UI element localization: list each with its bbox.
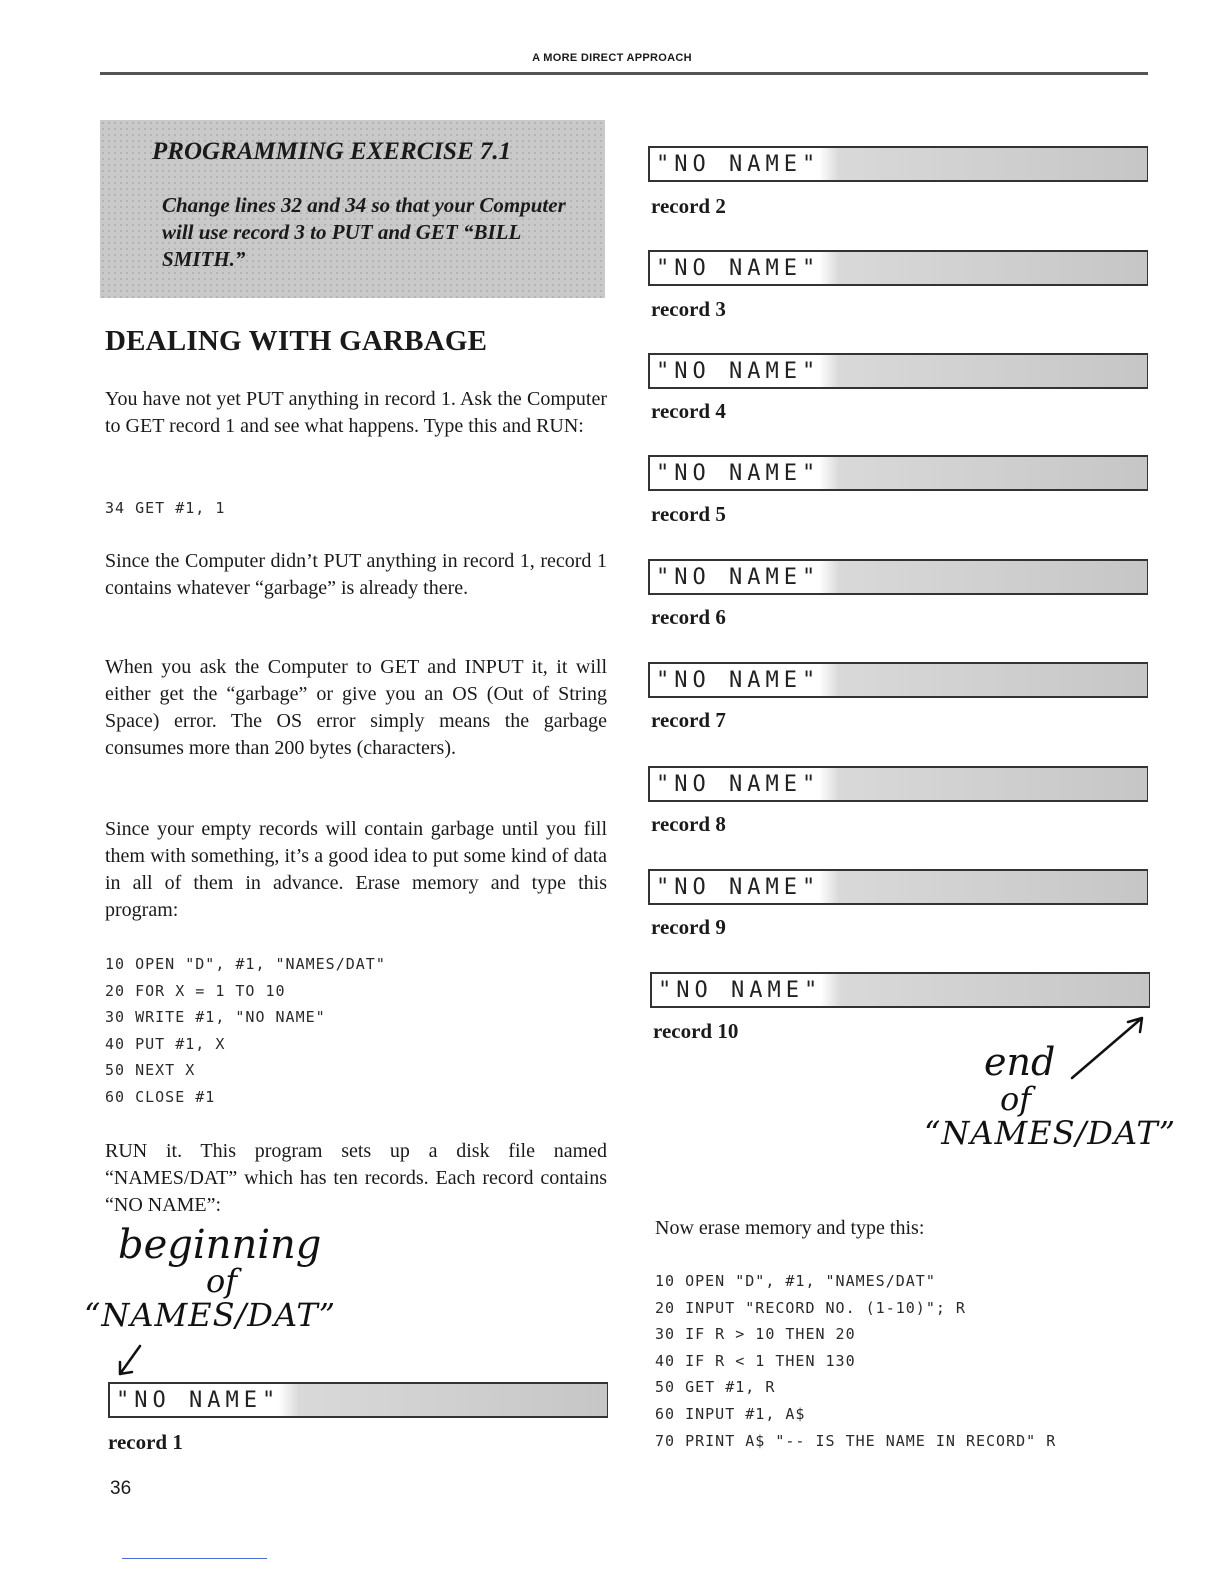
record-content: "NO NAME" xyxy=(656,668,821,693)
code-line: 30 WRITE #1, "NO NAME" xyxy=(105,1008,326,1026)
code-line: 20 INPUT "RECORD NO. (1-10)"; R xyxy=(655,1299,966,1317)
record-label-1: record 1 xyxy=(108,1430,183,1454)
page-number: 36 xyxy=(110,1478,132,1499)
record-content: "NO NAME" xyxy=(658,978,823,1003)
record-box-9 xyxy=(648,869,1148,905)
exercise-title: PROGRAMMING EXERCISE 7.1 xyxy=(152,138,512,165)
record-label-4: record 4 xyxy=(651,399,726,423)
code-line: 40 PUT #1, X xyxy=(105,1035,226,1053)
section-heading: DEALING WITH GARBAGE xyxy=(105,325,488,357)
handwritten-file-name-beginning: “NAMES/DAT” xyxy=(84,1296,337,1334)
record-content: "NO NAME" xyxy=(656,359,821,384)
code-line: 10 OPEN "D", #1, "NAMES/DAT" xyxy=(105,955,386,973)
code-line: 10 OPEN "D", #1, "NAMES/DAT" xyxy=(655,1272,936,1290)
code-line: 40 IF R < 1 THEN 130 xyxy=(655,1352,856,1370)
handwritten-of-end: of xyxy=(1000,1080,1032,1118)
arrow-down-icon xyxy=(112,1344,152,1380)
handwritten-file-name-end: “NAMES/DAT” xyxy=(924,1114,1177,1152)
handwritten-end: end xyxy=(984,1040,1056,1084)
programming-exercise-box xyxy=(100,120,605,298)
running-head: A MORE DIRECT APPROACH xyxy=(532,52,692,64)
code-line: 50 NEXT X xyxy=(105,1061,196,1079)
record-label-6: record 6 xyxy=(651,605,726,629)
record-label-10: record 10 xyxy=(653,1019,739,1043)
code-get-line: 34 GET #1, 1 xyxy=(105,499,226,517)
record-box-1 xyxy=(108,1382,608,1418)
record-label-5: record 5 xyxy=(651,502,726,526)
paragraph-empty-records: Since your empty records will contain garbage until you fill them with something, it’s a good idea to put some kind of data in all of them in advance. Erase memory and type this program: xyxy=(105,818,607,921)
record-box-4 xyxy=(648,353,1148,389)
code-line: 60 INPUT #1, A$ xyxy=(655,1405,806,1423)
code-line: 70 PRINT A$ "-- IS THE NAME IN RECORD" R xyxy=(655,1432,1057,1450)
code-line: 50 GET #1, R xyxy=(655,1378,776,1396)
record-box-8 xyxy=(648,766,1148,802)
handwritten-beginning: beginning xyxy=(118,1222,322,1268)
record-label-8: record 8 xyxy=(651,812,726,836)
record-content: "NO NAME" xyxy=(656,461,821,486)
record-content: "NO NAME" xyxy=(656,875,821,900)
paragraph-run-it: RUN it. This program sets up a disk file named “NAMES/DAT” which has ten records. Each record contains “NO NAME”: xyxy=(105,1140,607,1216)
record-content: "NO NAME" xyxy=(656,152,821,177)
code-line: 30 IF R > 10 THEN 20 xyxy=(655,1325,856,1343)
code-line: 60 CLOSE #1 xyxy=(105,1088,216,1106)
header-rule xyxy=(100,72,1148,75)
arrow-up-icon xyxy=(1068,1012,1152,1082)
record-content: "NO NAME" xyxy=(656,772,821,797)
record-box-5 xyxy=(648,455,1148,491)
paragraph-garbage: Since the Computer didn’t PUT anything in record 1, record 1 contains whatever “garbage” is already there. xyxy=(105,550,607,599)
record-box-7 xyxy=(648,662,1148,698)
record-label-9: record 9 xyxy=(651,915,726,939)
paragraph-erase-memory: Now erase memory and type this: xyxy=(655,1217,925,1239)
record-content: "NO NAME" xyxy=(656,256,821,281)
handwritten-of-beginning: of xyxy=(206,1262,238,1300)
exercise-body: Change lines 32 and 34 so that your Computer will use record 3 to PUT and GET “BILL SMITH.” xyxy=(162,193,566,271)
record-label-3: record 3 xyxy=(651,297,726,321)
record-content: "NO NAME" xyxy=(116,1388,281,1413)
record-box-3 xyxy=(648,250,1148,286)
paragraph-get-record-1: You have not yet PUT anything in record 1. Ask the Computer to GET record 1 and see what happens. Type this and RUN: xyxy=(105,388,607,437)
record-box-10 xyxy=(650,972,1150,1008)
record-box-6 xyxy=(648,559,1148,595)
record-content: "NO NAME" xyxy=(656,565,821,590)
paragraph-os-error: When you ask the Computer to GET and INPUT it, it will either get the “garbage” or give you an OS (Out of String Space) error. The OS error simply means the garbage consumes more than 200 bytes (characters). xyxy=(105,656,607,759)
record-box-2 xyxy=(648,146,1148,182)
code-line: 20 FOR X = 1 TO 10 xyxy=(105,982,286,1000)
record-label-2: record 2 xyxy=(651,194,726,218)
footer-rule xyxy=(122,1558,267,1559)
record-label-7: record 7 xyxy=(651,708,726,732)
